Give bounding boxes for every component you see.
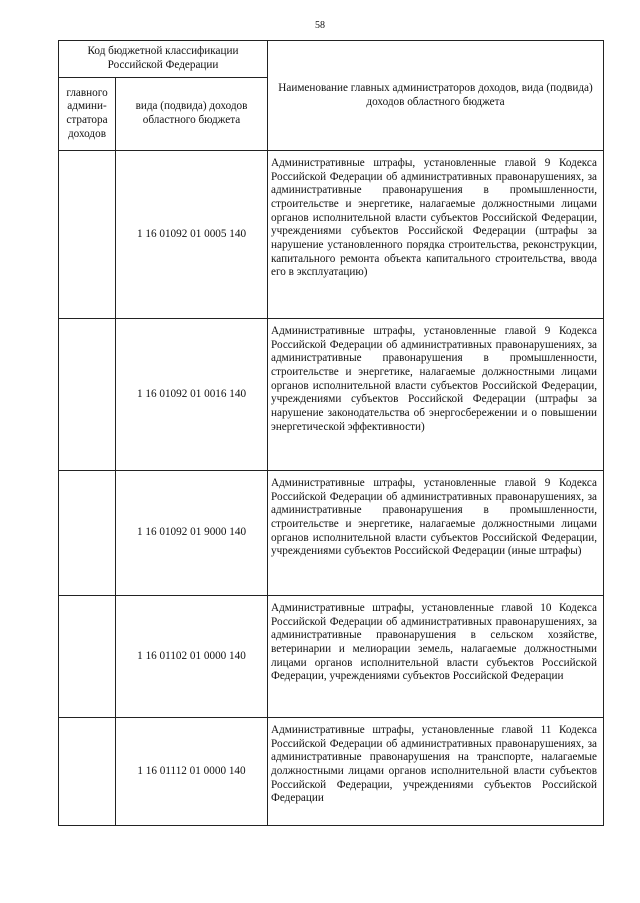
admin-code-cell [59, 151, 116, 319]
revenue-name-text: Административные штрафы, установленные главой 10 Кодекса Российской Федерации об административных правонарушениях, за административные правонарушения в сельском хозяйстве, ветеринарии и мелиорации земель, налагаемые должностными лицами органов исполнительной власти субъектов Российской Федерации, учреждениями субъектов Российской Федерации [271, 602, 598, 683]
table-header-row [59, 41, 604, 78]
revenue-code-cell: 1 16 01092 01 0005 140 [116, 151, 268, 319]
header-type-text: вида (подвида) доходов областного бюджета [135, 100, 248, 126]
header-name-text: Наименование главных администраторов доходов, вида (подвида) доходов областного бюджета [278, 81, 593, 108]
header-type-cell [116, 78, 268, 151]
header-name-cell [268, 41, 604, 151]
revenue-name-cell [268, 319, 604, 471]
table-row [59, 151, 604, 319]
revenue-code-cell: 1 16 01112 01 0000 140 [116, 718, 268, 826]
revenue-name-text: Административные штрафы, установленные главой 9 Кодекса Российской Федерации об административных правонарушениях, за административные правонарушения в промышленности, строительстве и энергетике, налагаемые должностными лицами органов исполнительной власти субъектов Российской Федерации, учреждениями субъектов Российской Федерации (штрафы за нарушение установленного порядка строительства, реконструкции, капитального ремонта объекта капитального строительства, ввода его в эксплуатацию) [271, 157, 598, 279]
revenue-name-cell [268, 596, 604, 718]
revenue-name-cell [268, 151, 604, 319]
revenue-name-cell [268, 471, 604, 596]
revenue-code-cell: 1 16 01092 01 0016 140 [116, 319, 268, 471]
admin-code-cell [59, 471, 116, 596]
header-code-group [59, 41, 268, 78]
admin-code-cell [59, 319, 116, 471]
header-code-group-text: Код бюджетной классификации Российской Федерации [87, 45, 239, 71]
page-number: 58 [315, 20, 325, 31]
revenue-code-cell: 1 16 01092 01 9000 140 [116, 471, 268, 596]
budget-classification-table [58, 40, 604, 826]
header-admin-cell [59, 78, 116, 151]
table-row [59, 718, 604, 826]
table-row [59, 471, 604, 596]
revenue-name-cell [268, 718, 604, 826]
revenue-code-cell: 1 16 01102 01 0000 140 [116, 596, 268, 718]
header-admin-text: главного админи-стратора доходов [66, 86, 108, 140]
admin-code-cell [59, 718, 116, 826]
revenue-name-text: Административные штрафы, установленные главой 11 Кодекса Российской Федерации об административных правонарушениях, за административные правонарушения на транспорте, налагаемые должностными лицами органов исполнительной власти субъектов Российской Федерации, учреждениями субъектов Российской Федерации [271, 724, 598, 805]
table-row [59, 596, 604, 718]
revenue-name-text: Административные штрафы, установленные главой 9 Кодекса Российской Федерации об административных правонарушениях, за административные правонарушения в промышленности, строительстве и энергетике, налагаемые должностными лицами органов исполнительной власти субъектов Российской Федерации, учреждениями субъектов Российской Федерации (штрафы за нарушение законодательства об энергосбережении и о повышении энергетической эффективности) [271, 325, 598, 433]
table-row [59, 319, 604, 471]
revenue-name-text: Административные штрафы, установленные главой 9 Кодекса Российской Федерации об административных правонарушениях, за административные правонарушения в промышленности, строительстве и энергетике, налагаемые должностными лицами органов исполнительной власти субъектов Российской Федерации, учреждениями субъектов Российской Федерации (иные штрафы) [271, 477, 598, 558]
admin-code-cell [59, 596, 116, 718]
